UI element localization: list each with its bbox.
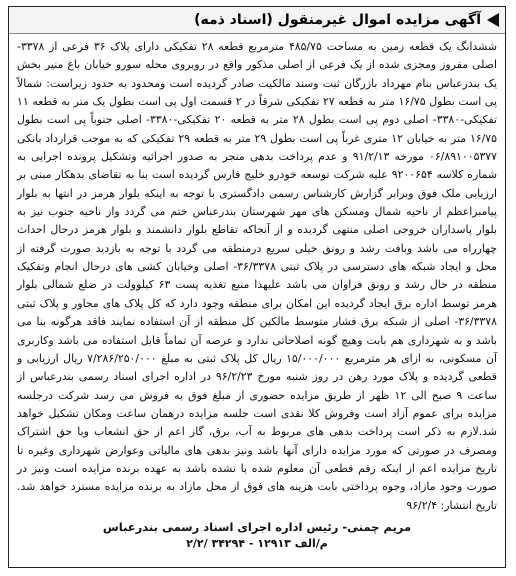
notice-header <box>9 7 505 34</box>
notice-code: م/الف ۱۲۹۱۳ - ۳۴۲۹۴ /۲/۲ <box>186 536 328 550</box>
notice-title: آگهی مزایده اموال غیرمنقول (اسناد ذمه) <box>194 12 481 28</box>
auction-notice <box>8 6 506 568</box>
notice-body <box>9 34 505 515</box>
publish-date: تاریخ انتشار: ۹۶/۲/۴ <box>406 498 497 512</box>
notice-body-text: ششدانگ یک قطعه زمین به مساحت ۴۸۵/۷۵ مترمربع قطعه ۲۸ تفکیکی دارای پلاک ۳۶ فرعی از ۳۳۷۸- اصلی مفروز ومجزی شده از یک فرعی از اصلی مذکور واقع در روبروی محله سورو خیابان باغ منیر بخش یک بندرعباس بنام مهرداد بازرگان ثبت وسند مالکیت صادر گردیده است ومحدود به حدود زیراست: شمالاً پی است بطول ۱۶/۷۵ متر به قطعه ۲۷ تفکیکی شرقاً در ۲ قسمت اول پی است بطول یک متر به قطعه ۱۱ تفکیکی-۳۳۸۰- اصلی دوم پی است بطول ۲۸ متر به قطعه ۲۰ تفکیکی-۳۳۸۰- اصلی جنوباً پی است بطول ۱۶/۷۵ متر به خیابان ۱۲ متری غرباً پی است بطول ۲۹ متر به قطعه ۲۹ تفکیکی که به موجب قرارداد بانکی ۰۶/۸۹۱۰۰۵۳۷۷ مورخه ۹۱/۲/۱۳ و عدم پرداخت بدهی منجر به صدور اجرائیه وتشکیل پرونده اجرایی به شماره کلاسه ۹۲۰۰۶۵۴ علیه شرکت توسعه خودرو خلیج فارس گردیده است بنا به تقاضای بدهکار مبنی بر ارزیابی ملک فوق وبرابر گزارش کارشناس رسمی دادگستری با توجه به اینکه بلوار هرمز در انتها به بلوار پیامبراعظم از ناحیه شمال ومسکن های مهر شهرستان بندرعباس ختم می گردد واز ناحیه جنوب نیز به بلوار پاسداران خروجی اصلی منتهی گردیده و از آنجاکه تقاطع بلوار دانشمند و بلوار هرمز درحال احداث چهارراه می باشد وبافت رشد و رونق خیلی سریع درمنطقه می گردد با توجه به بازدید صورت گرفته از محل و ایجاد شبکه های دسترسی در پلاک ثبتی ۳۶/۳۳۷۸- اصلی وخیابان کشی های درحال انجام وتفکیک منطقه در حال رشد و رونق فراوان می باشد علیهذا منبع تغذیه پست ۶۳ کیلوولت در ضلع شمالی بلوار هرمز توسط اداره برق ایجاد گردیده این امکان برای منطقه وجود دارد که کل پلاک های مجاور و پلاک ثبتی ۳۶/۳۳۷۸- اصلی از شبکه برق فشار متوسط مالکین کل منطقه از آن استفاده نمایند فاقد هرگونه بنا می باشد و به شهرداری هم بابت وهیچ گونه اصلاحاتی ندارد و عرصه آن تماماً قابل استفاده می باشد وکاربری آن مسکونی، به ازای هر مترمربع ۱۵/۰۰۰/۰۰۰ ریال کل پلاک ثبتی به مبلغ ۷/۲۸۶/۲۵۰/۰۰۰ ریال ارزیابی و قطعی گردیده و پلاک مورد رهن در روز شنبه مورخ ۹۶/۲/۲۳ در اداره اجرای اسناد رسمی بندرعباس از ساعت ۹ صبح الی ۱۲ ظهر از طریق مزایده حضوری از مبلغ فوق به فروش می رسد شرکت درجلسه مزایده برای عموم آزاد است وفروش کلا نقدی است جلسه مزایده درهمان ساعت ومکان تشکیل خواهد شد.لازم به ذکر است پرداخت بدهی های مربوط به آب، برق، گاز اعم از حق انشعاب ویا حق اشتراک ومصرف در صورتی که مورد مزایده دارای آنها باشد ونیز بدهی های مالیاتی وعوارض شهرداری وغیره تا تاریخ مزایده اعم از اینکه رقم قطعی آن معلوم شده یا نشده باشد به عهده برنده مزایده است ونیز در صورت وجود مازاد، وجوه پرداختی بابت هزینه های فوق از محل مازاد به برنده مزایده مسترد خواهد شد. <box>17 40 498 494</box>
signature-line: مریم چمنی- رئیس اداره اجرای اسناد رسمی بندرعباس <box>102 519 412 534</box>
triangle-bullet-icon <box>487 13 499 27</box>
